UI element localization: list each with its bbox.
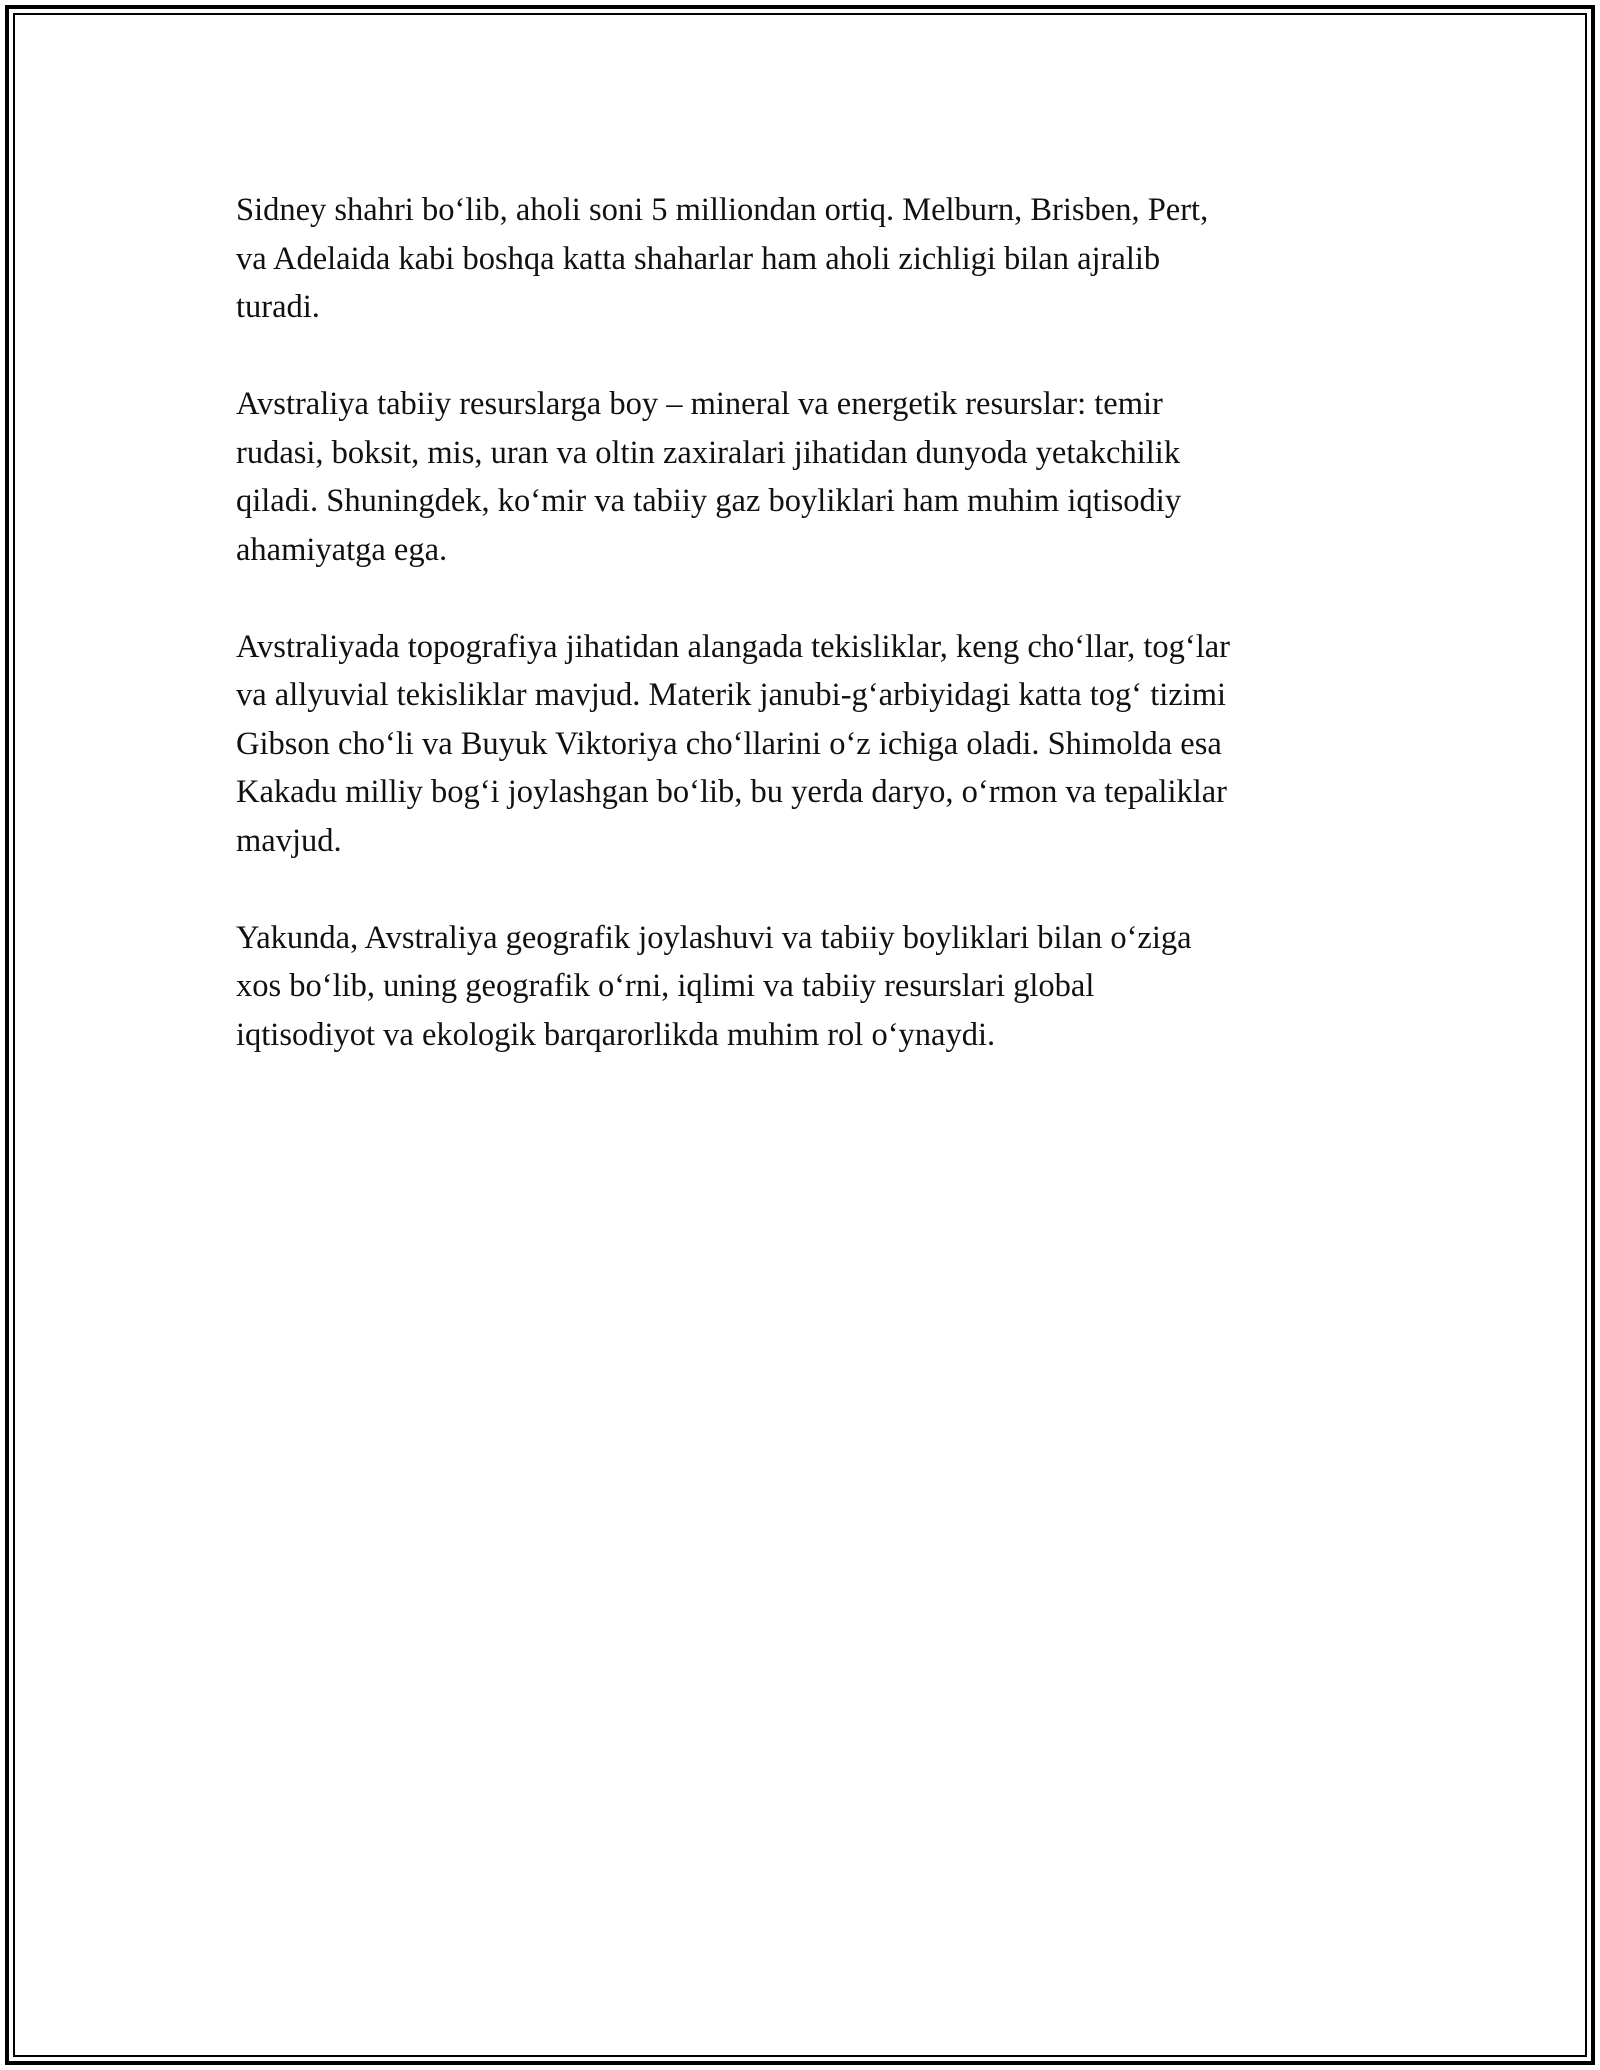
document-body xyxy=(236,186,1386,1108)
paragraph-resources: Avstraliya tabiiy resurslarga boy – mineral va energetik resurslar: temir rudasi, boksit, mis, uran va oltin zaxiralari jihatidan dunyoda yetakchilik qiladi. Shuningdek, ko‘mir va tabiiy gaz boyliklari ham muhim iqtisodiy ahamiyatga ega. xyxy=(236,386,1182,568)
paragraph-cities: Sidney shahri bo‘lib, aholi soni 5 milliondan ortiq. Melburn, Brisben, Pert, va Adelaida kabi boshqa katta shaharlar ham aholi zichligi bilan ajralib turadi. xyxy=(236,192,1209,325)
paragraph-conclusion: Yakunda, Avstraliya geografik joylashuvi va tabiiy boyliklari bilan o‘ziga xos bo‘lib, uning geografik o‘rni, iqlimi va tabiiy resurslari global iqtisodiyot va ekologik barqarorlikda muhim rol o‘ynaydi. xyxy=(236,919,1192,1053)
paragraph-topography: Avstraliyada topografiya jihatidan alangada tekisliklar, keng cho‘llar, tog‘lar va allyuvial tekisliklar mavjud. Materik janubi-g‘arbiyidagi katta tog‘ tizimi Gibson cho‘li va Buyuk Viktoriya cho‘llarini o‘z ichiga oladi. Shimolda esa Kakadu milliy bog‘i joylashgan bo‘lib, bu yerda daryo, o‘rmon va tepaliklar mavjud. xyxy=(236,628,1230,859)
